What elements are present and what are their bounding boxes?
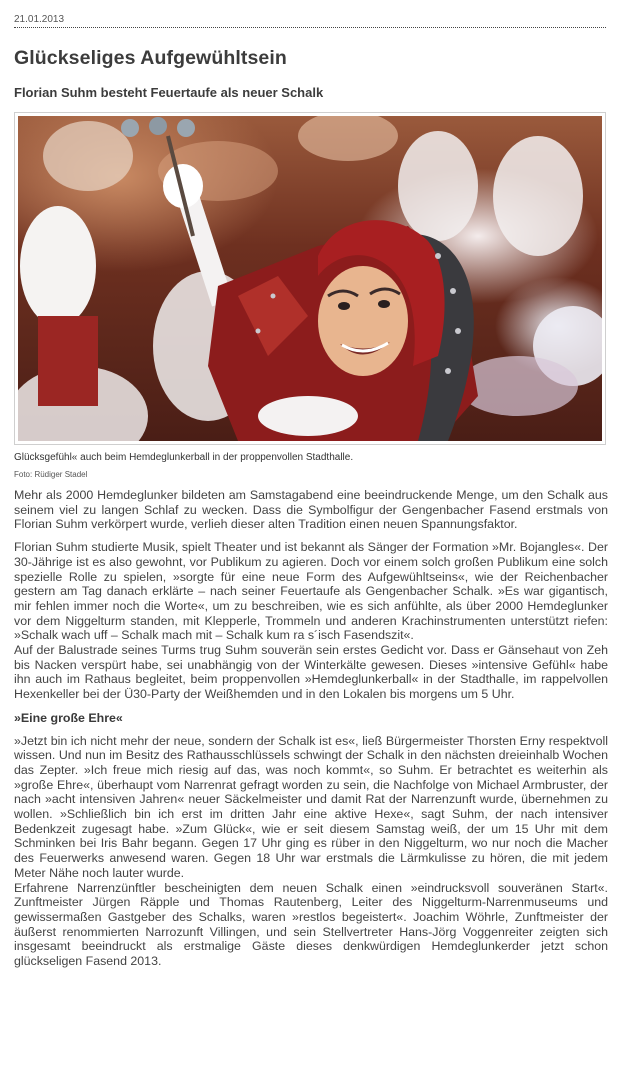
article-date: 21.01.2013: [14, 14, 65, 25]
photo-schalk-jester: [18, 116, 602, 441]
article-photo: [14, 112, 606, 445]
article-headline: Glückseliges Aufgewühltsein: [14, 47, 287, 69]
article-paragraph-2: Florian Suhm studierte Musik, spielt Theater und ist bekannt als Sänger der Formation »Mr. Bojangles«. Der 30-Jährige ist es also gewohnt, vor Publikum zu agieren. Doch vor einem solch großen Publikum eine solch spezielle Rolle zu spielen, »sorgte für eine neue Form des Aufgewühltseins«, wie der Reichenbacher gestern am Tag danach erklärte – nach seiner Feuertaufe als Gengenbacher Schalk. »Es war gigantisch, mir fehlen immer noch die Worte«, um zu beschreiben, wie es sich anfühlte, als über 2000 Hemdeglunker vor dem Niggelturm standen, mit Klepperle, Trommeln und anderen Krachinstrumenten unterstützt riefen: »Schalk wach uff – Schalk mach mit – Schalk kum ra s´isch Fasendszit«.: [14, 540, 608, 643]
section-heading: »Eine große Ehre«: [14, 710, 123, 725]
photo-credit: Foto: Rüdiger Stadel: [14, 470, 88, 479]
photo-caption: Glücksgefühl« auch beim Hemdeglunkerball in der proppenvollen Stadthalle.: [14, 452, 354, 463]
article-paragraph-3: Auf der Balustrade seines Turms trug Suhm souverän sein erstes Gedicht vor. Dass er Gänsehaut von Zeh bis Nacken verspürt habe, sei unabhängig von der Winterkälte gewesen. Dieses »intensive Gefühl« habe ihn auch im Rathaus begleitet, beim proppenvollen »Hemdeglunkerball« in der Stadthalle, im rappelvollen Hexenkeller bei der Ü30-Party der Weißhemden und in den Lokalen bis morgens um 5 Uhr.: [14, 643, 608, 702]
article-paragraph-1: Mehr als 2000 Hemdeglunker bildeten am Samstagabend eine beeindruckende Menge, um den Schalk aus seinem viel zu langen Schlaf zu wecken. Dass die Symbolfigur der Gengenbacher Fasend erstmals von Florian Suhm verkörpert wurde, verlieh dieser alten Tradition einen neuen Spannungsfaktor.: [14, 488, 608, 532]
article-subheadline: Florian Suhm besteht Feuertaufe als neuer Schalk: [14, 85, 324, 100]
section-paragraph-2: Erfahrene Narrenzünftler bescheinigten dem neuen Schalk einen »eindrucksvoll souveränen Start«. Zunftmeister Jürgen Räpple und Thomas Rautenberg, Leiter des Niggelturm-Narrenmuseums und gewissermaßen Gastgeber des Schalks, waren »restlos begeistert«. Joachim Wöhrle, Zunftmeister der äußerst renommierten Narrozunft Villingen, und sein Stellvertreter Hans-Jörg Voggenreiter zeigten sich insgesamt beeindruckt als erstmalige Gäste dieses denkwürdigen Hemdeglunkerder jetzt schon glückseligen Fasend 2013.: [14, 880, 608, 969]
date-divider: [14, 27, 606, 28]
photo-illustration: [18, 116, 602, 441]
section-paragraph-1: »Jetzt bin ich nicht mehr der neue, sondern der Schalk ist es«, ließ Bürgermeister Thorsten Erny respektvoll wissen. Und nun im Besitz des Rathausschlüssels schwingt der Schalk in den nächsten dreieinhalb Wochen das Zepter. »Ich freue mich riesig auf das, was noch kommt«, so Suhm. Er betrachtet es weiterhin als »große Ehre«, überhaupt vom Narrenrat gefragt worden zu sein, die Nachfolge von Michael Armbruster, der nach »acht intensiven Jahren« neuer Säckelmeister und damit Rat der Narrenzunft wurde, übernehmen zu wollen. »Schließlich bin ich erst im dritten Jahr eine aktive Hexe«, sagt Suhm, der nach intensiver Bedenkzeit zugesagt habe. »Zum Glück«, wie er seit diesem Samstag weiß, der um 15 Uhr mit dem Schminken bei Iris Bahr begann. Gegen 17 Uhr ging es rüber in den Niggelturm, wo nur noch die Macher des Feuerwerks anwesend waren. Gegen 18 Uhr war erstmals die Lärmkulisse zu hören, die mit jedem Meter Nähe noch lauter wurde.: [14, 733, 608, 880]
article-body: [14, 488, 608, 969]
